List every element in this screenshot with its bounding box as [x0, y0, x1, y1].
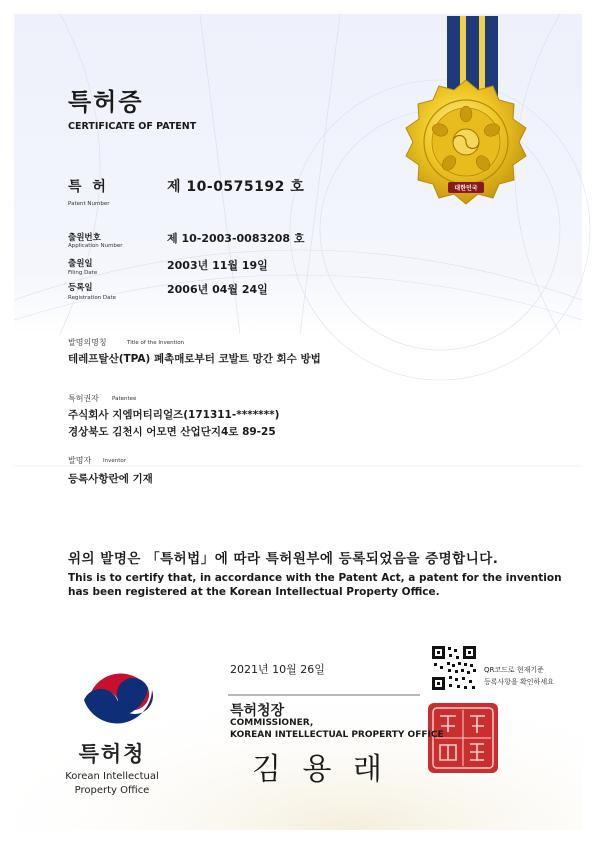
patentee-label-en: Patentee: [112, 396, 137, 402]
registration-date-label: 등록일: [68, 283, 93, 293]
patentee-name: 주식회사 지엠머티리얼즈(171311-*******): [68, 409, 280, 421]
patent-number-label-en: Patent Number: [68, 201, 110, 207]
registration-date-value: 2006년 04월 24일: [167, 283, 268, 296]
kipo-logo-name-en1: Korean Intellectual: [65, 771, 159, 782]
kipo-logo-name-en2: Property Office: [74, 785, 150, 796]
patent-number-value: 제 10-0575192 호: [167, 179, 305, 195]
qr-code: [432, 646, 476, 690]
patentee-label: 특허권자: [68, 394, 99, 403]
issue-date: 2021년 10월 26일: [230, 663, 325, 676]
certification-en-line1: This is to certify that, in accordance with the Patent Act, a patent for the invention: [68, 572, 562, 584]
kipo-logo-name-ko: 특허청: [78, 742, 146, 766]
qr-note-line1: QR코드로 현재기준: [484, 666, 544, 674]
patent-number-label: 특 허: [68, 179, 109, 195]
patentee-address: 경상북도 김천시 어모면 산업단지4로 89-25: [68, 426, 276, 438]
filing-date-value: 2003년 11월 19일: [167, 259, 268, 272]
seal-text: 대한민국: [454, 185, 478, 192]
certificate-title-ko: 특허증: [68, 88, 144, 116]
application-number-label: 출원번호: [68, 233, 101, 243]
application-number-label-en: Application Number: [68, 243, 123, 249]
inventor-label-en: Inventor: [103, 458, 127, 464]
certification-ko: 위의 발명은 「특허법」에 따라 특허원부에 등록되었음을 증명합니다.: [68, 551, 499, 567]
inventor-value: 등록사항란에 기재: [68, 473, 153, 485]
filing-date-label: 출원일: [68, 259, 93, 269]
commissioner-en-line2: KOREAN INTELLECTUAL PROPERTY OFFICE: [230, 730, 444, 740]
invention-title-value: 테레프탈산(TPA) 폐촉매로부터 코발트 망간 회수 방법: [68, 353, 321, 365]
filing-date-label-en: Filing Date: [68, 270, 98, 276]
invention-title-label: 발명의명칭: [68, 338, 107, 347]
certification-en-line2: has been registered at the Korean Intellectual Property Office.: [68, 586, 440, 598]
certificate-title-en: CERTIFICATE OF PATENT: [68, 121, 197, 132]
application-number-value: 제 10-2003-0083208 호: [167, 232, 305, 245]
commissioner-en-line1: COMMISSIONER,: [230, 718, 314, 728]
invention-title-label-en: Title of the Invention: [127, 340, 185, 346]
registration-date-label-en: Registration Date: [68, 295, 117, 301]
commissioner-ko: 특허청장: [230, 703, 285, 719]
commissioner-signature: 김 용 래: [252, 752, 389, 787]
inventor-label: 발명자: [68, 456, 92, 465]
qr-note-line2: 등록사항을 확인하세요: [484, 678, 554, 686]
